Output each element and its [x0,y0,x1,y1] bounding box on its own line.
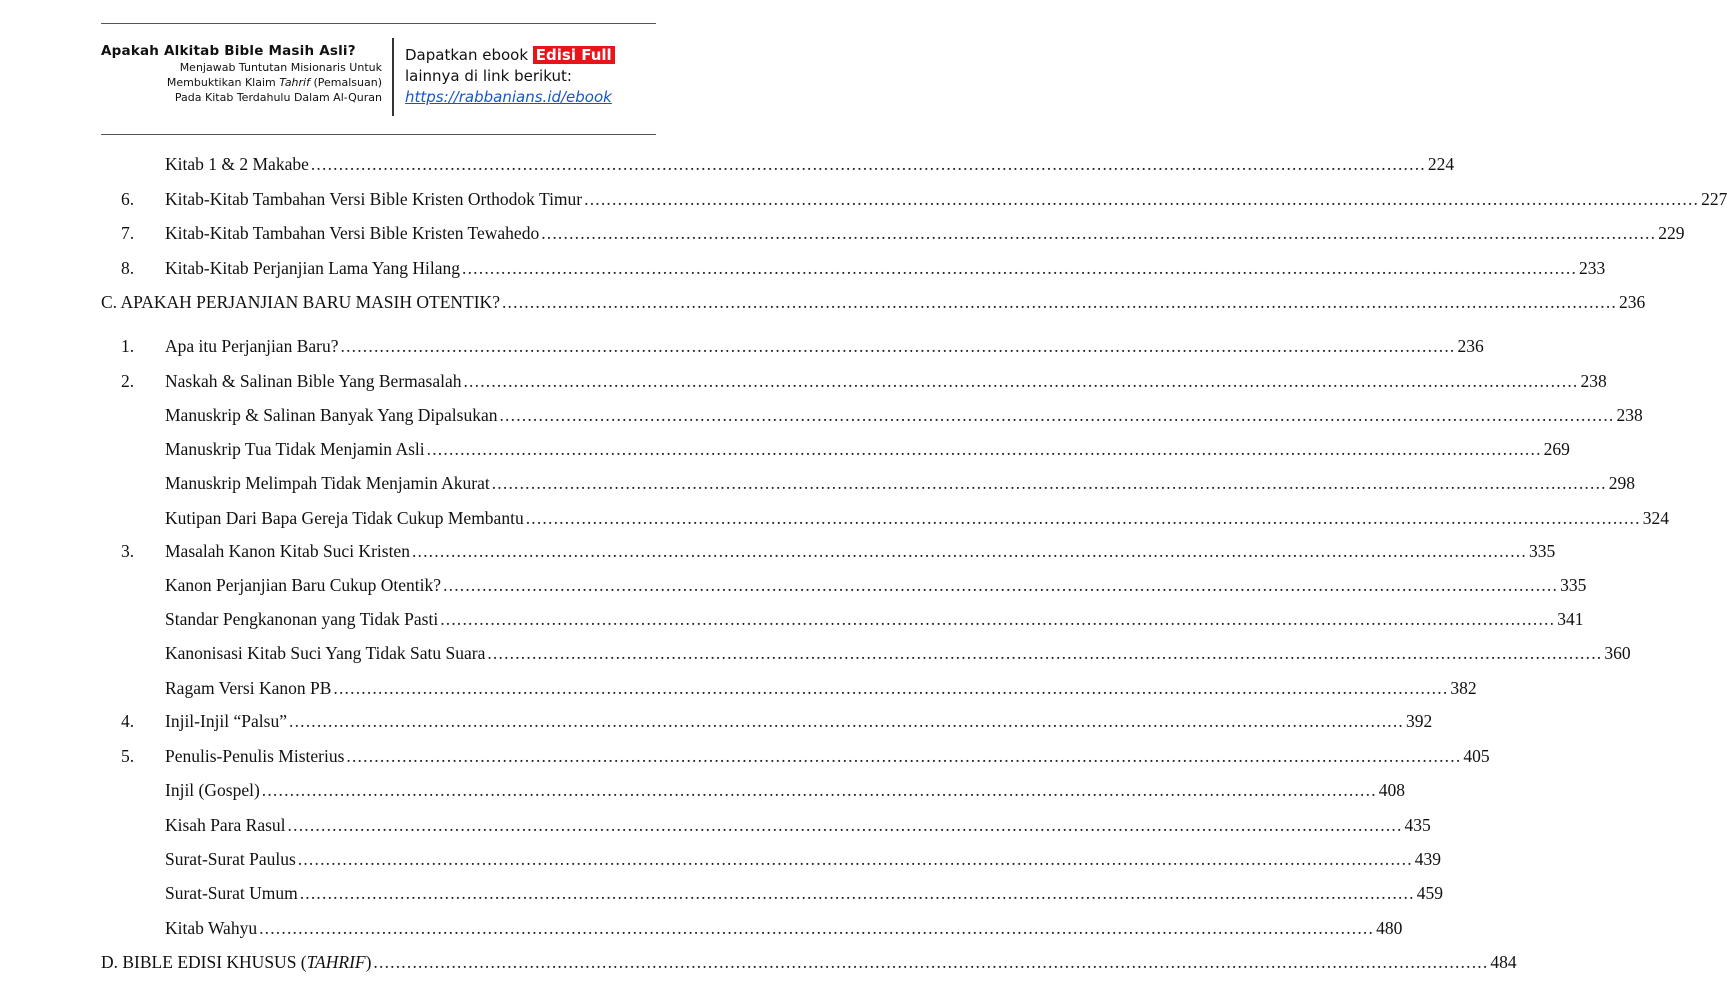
toc-page-number: 405 [1463,746,1490,766]
toc-entry-title: Penulis-Penulis Misterius [165,746,345,766]
toc-leader-dots: ........................................................................................................................................................................................................ [289,711,1404,731]
toc-entry-title: Kitab-Kitab Tambahan Versi Bible Kristen Orthodok Timur [165,189,583,209]
toc-entry-title: C. APAKAH PERJANJIAN BARU MASIH OTENTIK? [101,292,500,312]
toc-entry-title: Kisah Para Rasul [165,815,286,835]
toc-page-number: 236 [1618,292,1646,312]
toc-entry-title: Apa itu Perjanjian Baru? [165,336,339,356]
book-subtitle-line-1: Menjawab Tuntutan Misionaris Untuk [179,61,382,74]
toc-entry-title: Kanon Perjanjian Baru Cukup Otentik? [165,575,442,595]
toc-entry[interactable] [0,780,1406,804]
toc-page-number: 392 [1406,711,1433,731]
toc-entry[interactable] [0,849,1442,873]
toc-entry-title: Kitab 1 & 2 Makabe [165,154,309,174]
toc-entry-title: Manuskrip & Salinan Banyak Yang Dipalsukan [165,405,498,425]
toc-leader-dots: ........................................................................................................................................................................................................ [491,473,1607,493]
toc-entry[interactable] [0,439,1570,463]
book-title: Apakah Alkitab Bible Masih Asli? [101,43,356,59]
toc-entry-title: Injil (Gospel) [165,780,260,800]
toc-entry-number: 8. [121,258,135,278]
toc-leader-dots: ........................................................................................................................................................................................................ [487,643,1603,663]
toc-leader-dots: ........................................................................................................................................................................................................ [297,849,1413,869]
toc-page-number: 435 [1404,815,1431,835]
toc-entry-title: Kitab Wahyu [165,918,258,938]
toc-entry[interactable] [0,336,1484,360]
toc-leader-dots: ........................................................................................................................................................................................................ [501,292,1617,312]
toc-leader-dots: ........................................................................................................................................................................................................ [462,258,1578,278]
toc-page-number: 229 [1658,223,1685,243]
promo-line-1: Dapatkan ebook Edisi Full [405,45,615,66]
toc-page-number: 236 [1457,336,1484,356]
toc-entry[interactable] [0,405,1643,429]
toc-entry[interactable] [0,643,1631,667]
toc-page-number: 298 [1608,473,1635,493]
toc-entry[interactable] [0,508,1669,532]
toc-page-number: 480 [1376,918,1403,938]
toc-leader-dots: ........................................................................................................................................................................................................ [499,405,1615,425]
toc-entry-title: Masalah Kanon Kitab Suci Kristen [165,541,410,561]
toc-entry-number: 3. [121,541,135,561]
toc-entry-title: Surat-Surat Umum [165,883,298,903]
toc-entry[interactable] [0,815,1431,839]
toc-entry[interactable] [0,575,1587,599]
toc-leader-dots: ........................................................................................................................................................................................................ [426,439,1542,459]
toc-entry[interactable] [0,223,1685,247]
toc-page-number: 238 [1616,405,1643,425]
toc-entry-title: Kitab-Kitab Tambahan Versi Bible Kristen Tewahedo [165,223,540,243]
book-subtitle-line-2: Membuktikan Klaim Tahrif (Pemalsuan) [166,76,382,89]
toc-entry-number: 2. [121,371,135,391]
toc-entry-title: Manuskrip Tua Tidak Menjamin Asli [165,439,425,459]
toc-page-number: 408 [1378,780,1406,800]
toc-page-number: 324 [1642,508,1669,528]
toc-entry[interactable] [0,746,1490,770]
toc-entry[interactable] [0,609,1584,633]
toc-leader-dots: ........................................................................................................................................................................................................ [443,575,1559,595]
toc-page-number: 335 [1560,575,1587,595]
toc-entry-title: Ragam Versi Kanon PB [165,678,332,698]
toc-entry-title: Kitab-Kitab Perjanjian Lama Yang Hilang [165,258,461,278]
toc-leader-dots: ........................................................................................................................................................................................................ [373,952,1489,972]
toc-entry[interactable] [0,918,1403,942]
toc-entry[interactable] [0,883,1443,907]
toc-page-number: 360 [1604,643,1631,663]
toc-entry[interactable] [0,189,1727,213]
toc-leader-dots: ........................................................................................................................................................................................................ [287,815,1403,835]
toc-page-number: 341 [1557,609,1584,629]
toc-entry[interactable] [0,154,1455,178]
toc-leader-dots: ........................................................................................................................................................................................................ [525,508,1641,528]
toc-page-number: 238 [1580,371,1607,391]
toc-leader-dots: ........................................................................................................................................................................................................ [299,883,1415,903]
ebook-link[interactable]: https://rabbanians.id/ebook [405,88,612,106]
toc-entry[interactable] [0,473,1635,497]
toc-entry-number: 7. [121,223,135,243]
book-subtitle-line-3: Pada Kitab Terdahulu Dalam Al-Quran [174,91,382,104]
toc-leader-dots: ........................................................................................................................................................................................................ [261,780,1377,800]
toc-entry[interactable] [0,292,1646,316]
toc-entry-number: 1. [121,336,135,356]
toc-entry-title: Surat-Surat Paulus [165,849,296,869]
toc-entry[interactable] [0,371,1607,395]
toc-entry[interactable] [0,711,1433,735]
toc-leader-dots: ........................................................................................................................................................................................................ [310,154,1426,174]
toc-entry-number: 5. [121,746,135,766]
promo-line-2: lainnya di link berikut: [405,67,572,85]
toc-entry-title: Injil-Injil “Palsu” [165,711,287,731]
toc-page-number: 335 [1528,541,1556,561]
toc-leader-dots: ........................................................................................................................................................................................................ [346,746,1462,766]
toc-leader-dots: ........................................................................................................................................................................................................ [541,223,1657,243]
toc-leader-dots: ........................................................................................................................................................................................................ [259,918,1375,938]
toc-leader-dots: ........................................................................................................................................................................................................ [333,678,1449,698]
toc-page-number: 227 [1701,189,1727,209]
toc-page-number: 459 [1416,883,1443,903]
toc-entry[interactable] [0,952,1517,976]
toc-entry-title: Naskah & Salinan Bible Yang Bermasalah [165,371,462,391]
toc-entry[interactable] [0,678,1477,702]
toc-entry-title: Kanonisasi Kitab Suci Yang Tidak Satu Suara [165,643,486,663]
toc-entry-title: Manuskrip Melimpah Tidak Menjamin Akurat [165,473,490,493]
toc-leader-dots: ........................................................................................................................................................................................................ [584,189,1700,209]
toc-entry-title: Kutipan Dari Bapa Gereja Tidak Cukup Membantu [165,508,524,528]
toc-page-number: 269 [1543,439,1570,459]
toc-entry[interactable] [0,541,1556,565]
toc-page-number: 233 [1579,258,1606,278]
toc-entry-title: D. BIBLE EDISI KHUSUS (TAHRIF) [101,952,372,972]
toc-entry-number: 4. [121,711,135,731]
toc-leader-dots: ........................................................................................................................................................................................................ [440,609,1556,629]
toc-leader-dots: ........................................................................................................................................................................................................ [411,541,1527,561]
toc-leader-dots: ........................................................................................................................................................................................................ [340,336,1456,356]
toc-entry[interactable] [0,258,1606,282]
toc-entry-title: Standar Pengkanonan yang Tidak Pasti [165,609,439,629]
toc-page-number: 484 [1490,952,1517,972]
toc-page-number: 439 [1414,849,1442,869]
edition-highlight: Edisi Full [533,46,615,64]
toc-entry-number: 6. [121,189,135,209]
toc-page-number: 382 [1450,678,1477,698]
toc-page-number: 224 [1427,154,1455,174]
toc-leader-dots: ........................................................................................................................................................................................................ [463,371,1579,391]
